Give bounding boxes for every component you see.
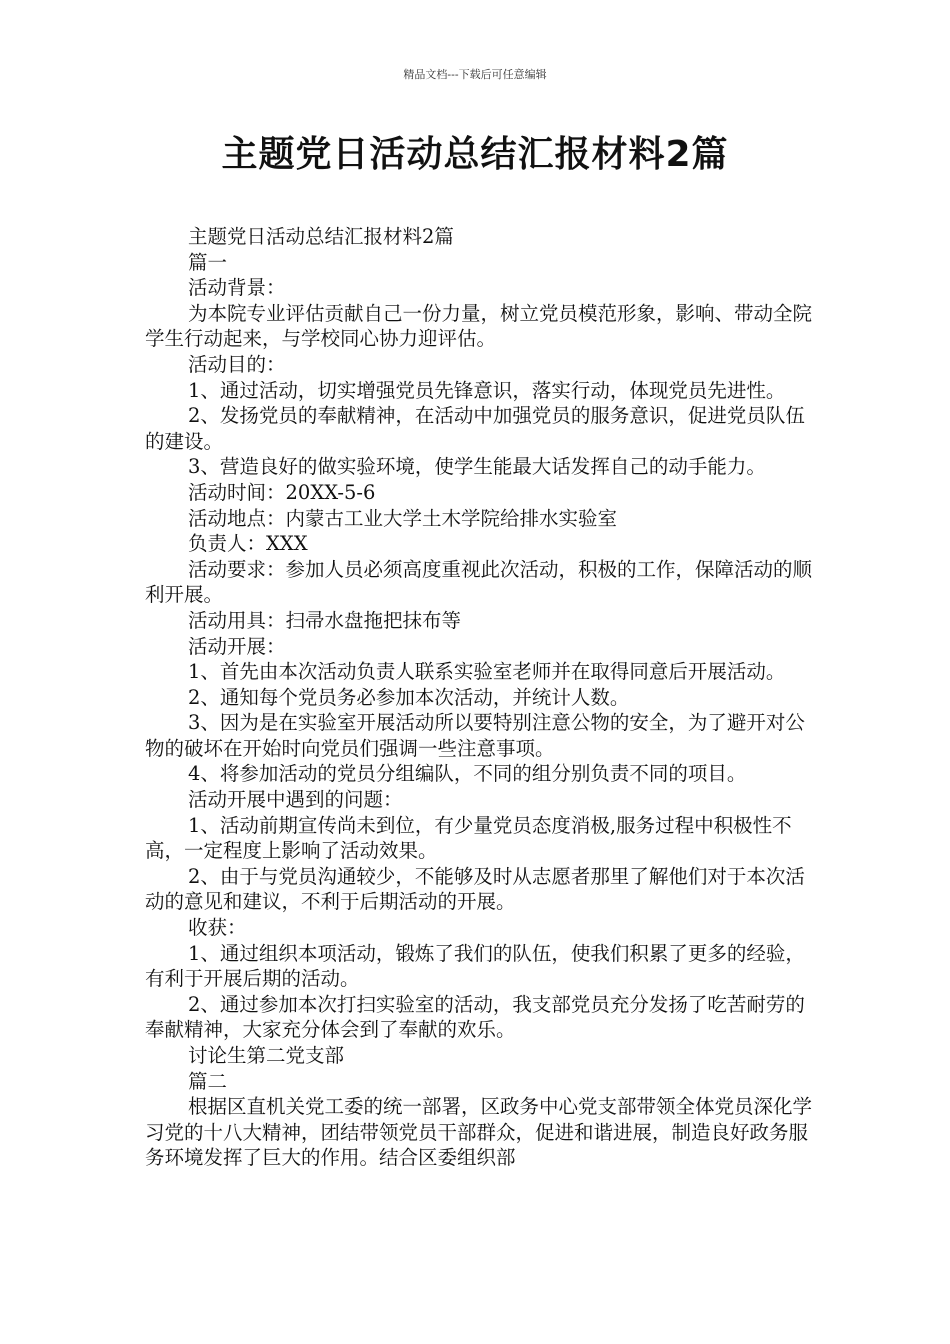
paragraph: 活动时间：20XX-5-6 <box>188 480 376 504</box>
paragraph: 收获： <box>188 916 247 940</box>
paragraph: 讨论生第二党支部 <box>188 1044 345 1067</box>
paragraph: 2、通知每个党员务必参加本次活动，并统计人数。 <box>188 685 630 709</box>
paragraph: 4、将参加活动的党员分组编队，不同的组分别负责不同的项目。 <box>188 762 747 786</box>
paragraph: 活动背景： <box>188 276 286 300</box>
paragraph: 活动开展： <box>188 634 286 658</box>
paragraph: 篇一 <box>188 250 228 274</box>
paragraph: 活动目的： <box>188 352 286 376</box>
paragraph: 活动要求：参加人员必须高度重视此次活动，积极的工作，保障活动的顺利开展。 <box>145 557 813 607</box>
paragraph: 篇二 <box>188 1069 228 1093</box>
paragraph: 2、发扬党员的奉献精神，在活动中加强党员的服务意识，促进党员队伍的建设。 <box>145 404 805 453</box>
paragraph: 2、由于与党员沟通较少，不能够及时从志愿者那里了解他们对于本次活动的意见和建议，不利于后期活动的开展。 <box>145 864 805 914</box>
paragraph: 为本院专业评估贡献自己一份力量，树立党员模范形象，影响、带动全院学生行动起来，与学校同心协力迎评估。 <box>145 301 813 351</box>
paragraph: 3、因为是在实验室开展活动所以要特别注意公物的安全，为了避开对公物的破坏在开始时向党员们强调一些注意事项。 <box>145 711 805 760</box>
document-title: 主题党日活动总结汇报材料2篇 <box>221 134 729 175</box>
paragraph: 活动开展中遇到的问题： <box>188 788 403 812</box>
paragraph: 负责人：XXX <box>188 532 308 556</box>
paragraph: 主题党日活动总结汇报材料2篇 <box>188 225 454 248</box>
paragraph: 1、活动前期宣传尚未到位，有少量党员态度消极,服务过程中积极性不高，一定程度上影响了活动效果。 <box>145 813 792 863</box>
header-watermark: 精品文档---下载后可任意编辑 <box>403 68 547 81</box>
paragraph: 根据区直机关党工委的统一部署，区政务中心党支部带领全体党员深化学习党的十八大精神，团结带领党员干部群众，促进和谐进展，制造良好政务服务环境发挥了巨大的作用。结合区委组织部 <box>145 1095 813 1170</box>
paragraph: 1、通过活动，切实增强党员先锋意识，落实行动，体现党员先进性。 <box>188 378 786 402</box>
document-body <box>145 224 815 1171</box>
paragraph: 活动地点：内蒙古工业大学土木学院给排水实验室 <box>188 506 618 530</box>
paragraph: 1、通过组织本项活动，锻炼了我们的队伍，使我们积累了更多的经验，有利于开展后期的活动。 <box>145 941 805 991</box>
paragraph: 活动用具：扫帚水盘拖把抹布等 <box>188 608 462 632</box>
paragraph: 3、营造良好的做实验环境，使学生能最大话发挥自己的动手能力。 <box>188 455 766 479</box>
paragraph: 2、通过参加本次打扫实验室的活动，我支部党员充分发扬了吃苦耐劳的奉献精神，大家充分体会到了奉献的欢乐。 <box>145 992 805 1042</box>
paragraph: 1、首先由本次活动负责人联系实验室老师并在取得同意后开展活动。 <box>188 660 786 684</box>
